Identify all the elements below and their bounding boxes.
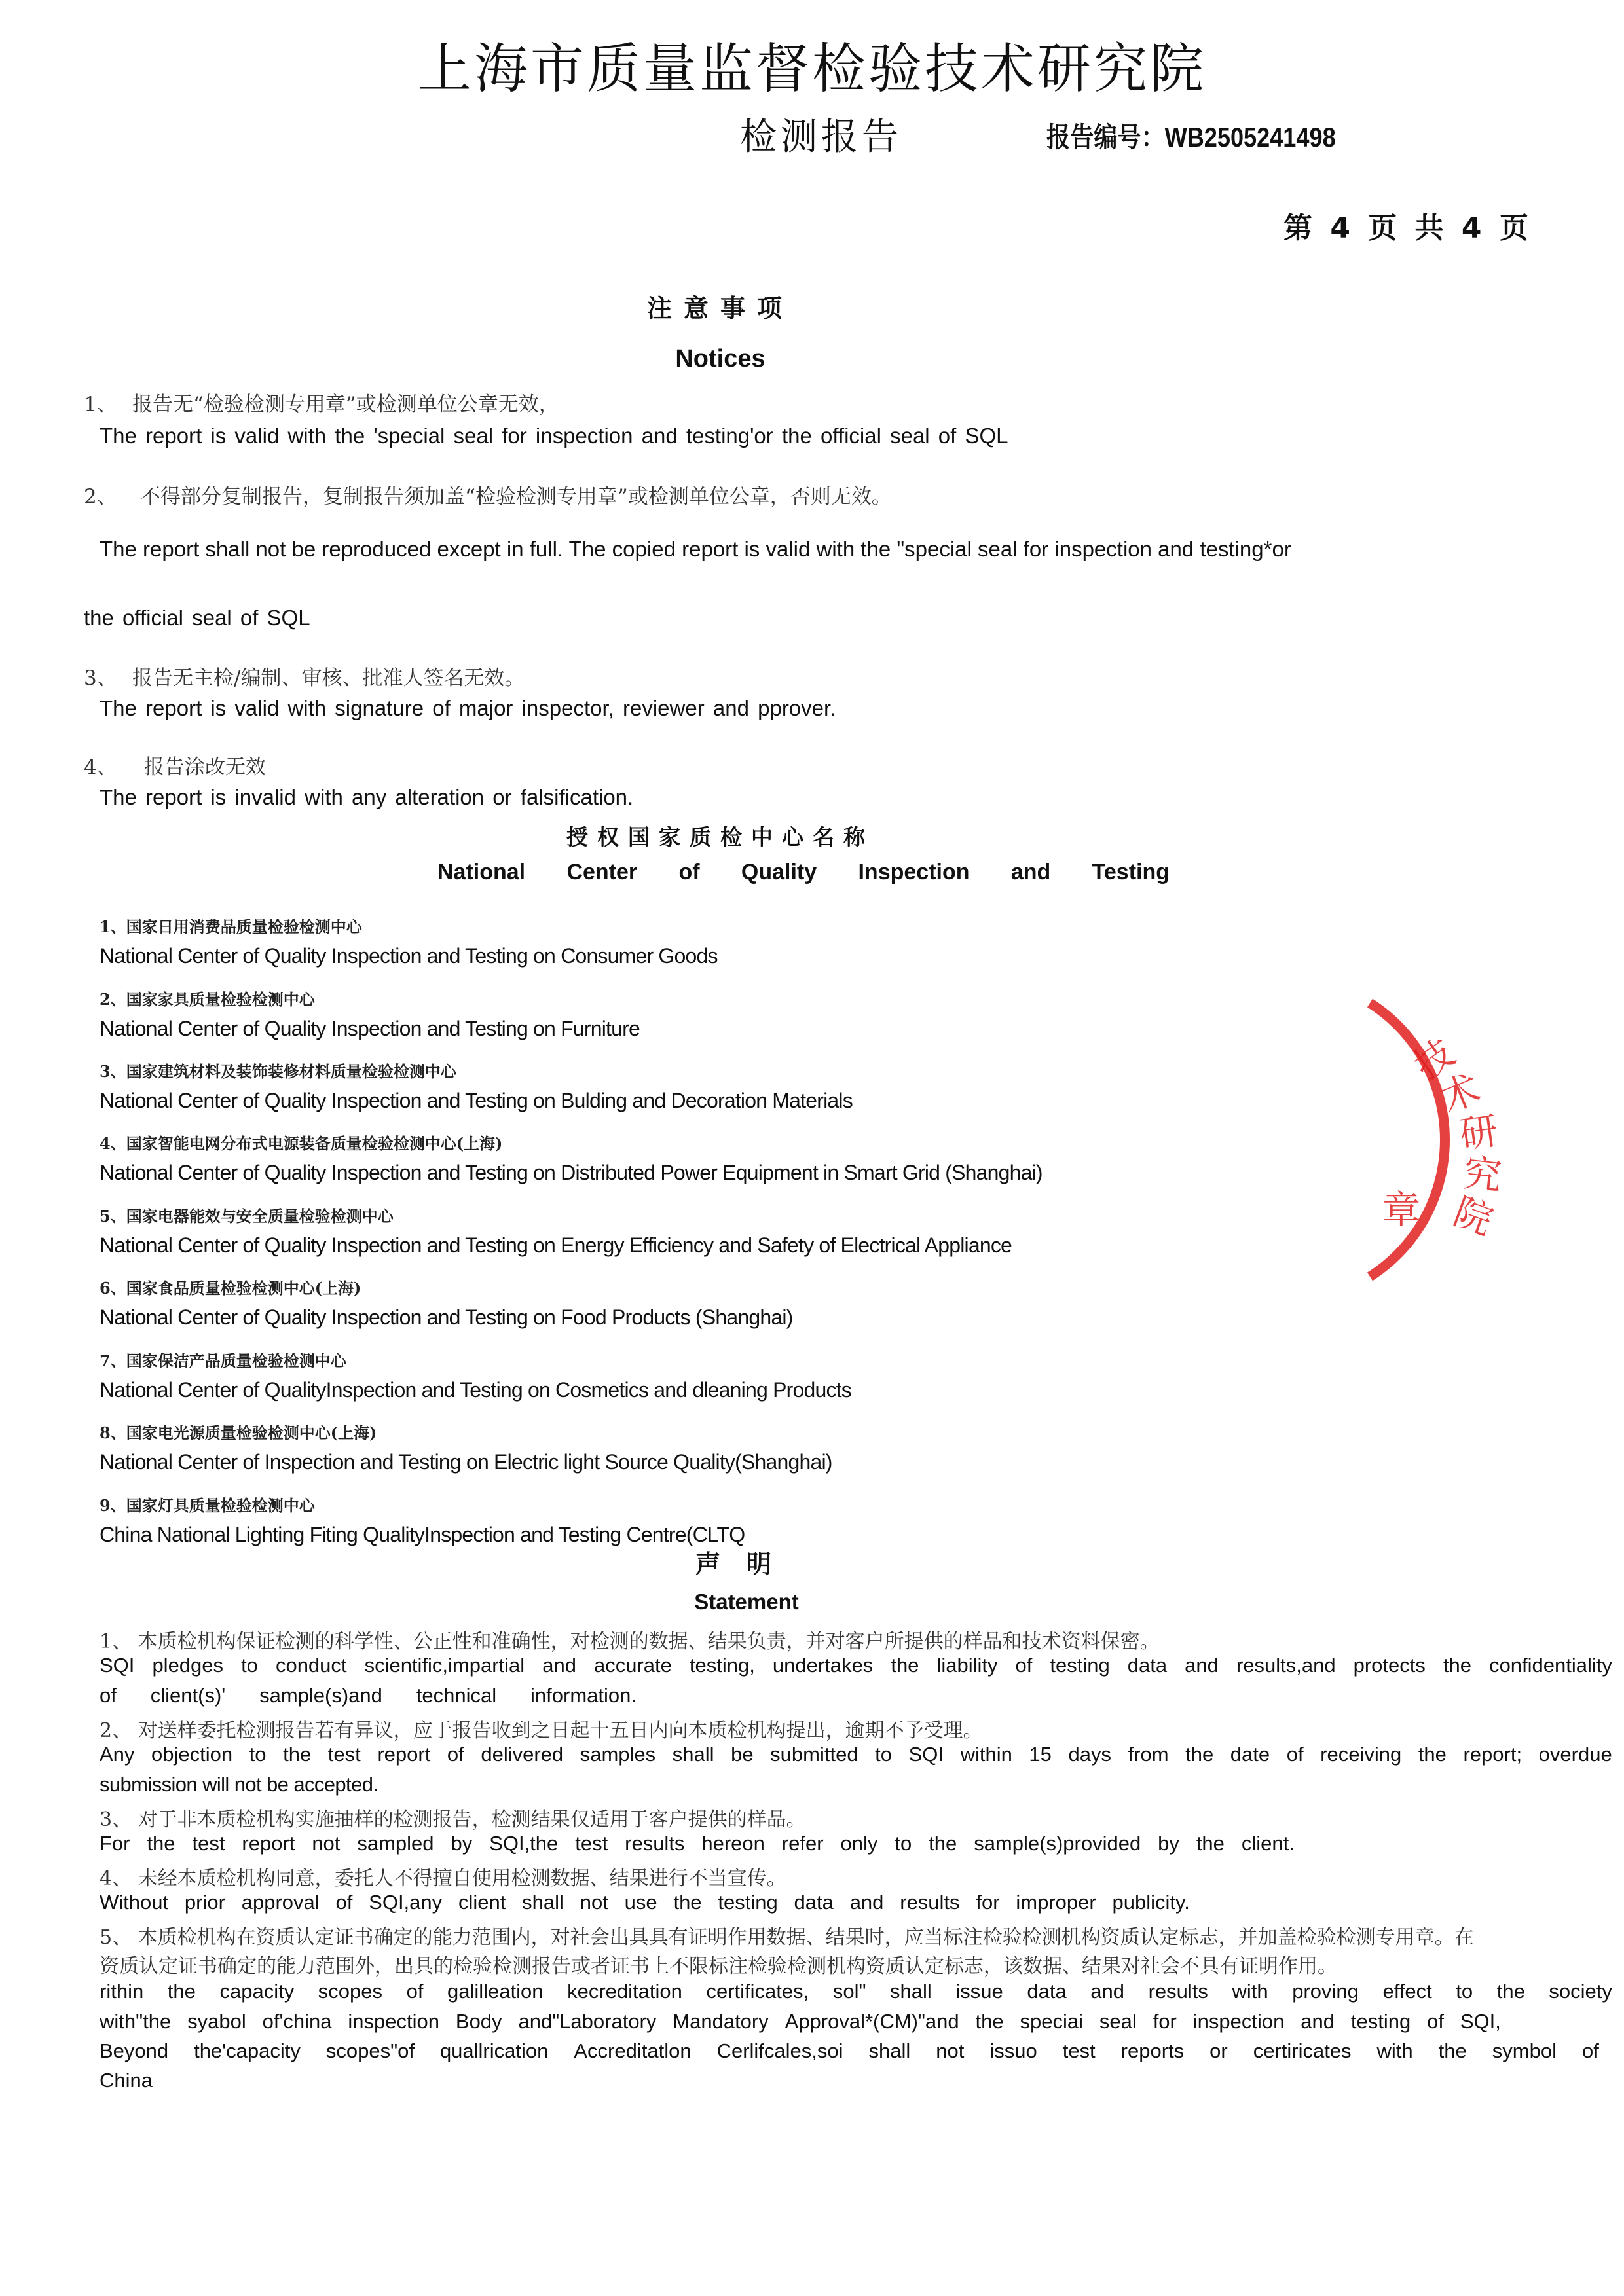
statement-5-en-2: with"the syabol of'china inspection Body and"Laboratory Mandatory Approval*(CM)"and the speciai seal for inspection and testing of SQI,	[100, 2010, 1501, 2033]
seal-glyph: 章	[1382, 1188, 1421, 1232]
center-6-cn: 6、国家食品质量检验检测中心(上海)	[100, 1279, 361, 1298]
notice-3-cn: 3、 报告无主检/编制、审核、批准人签名无效。	[84, 666, 525, 690]
seal-glyph: 术	[1434, 1065, 1486, 1121]
statement-2-en: Any objection to the test report of delivered samples shall be submitted to SQI within 15 days from the date of receiving the report; overdue	[100, 1743, 1612, 1766]
center-9-cn: 9、国家灯具质量检验检测中心	[100, 1496, 315, 1515]
center-5-en: National Center of Quality Inspection and Testing on Energy Efficiency and Safety of Electrical Appliance	[100, 1233, 1012, 1257]
center-4-cn: 4、国家智能电网分布式电源装备质量检验检测中心(上海)	[100, 1134, 503, 1153]
center-3-en: National Center of Quality Inspection and Testing on Bulding and Decoration Materials	[100, 1089, 853, 1112]
statement-2-en-cont: submission will not be accepted.	[100, 1773, 378, 1796]
statement-5-en-4: China	[100, 2069, 153, 2092]
notice-2-cn: 2、 不得部分复制报告，复制报告须加盖“检验检测专用章”或检测单位公章，否则无效。	[84, 485, 892, 509]
statement-1-en: SQI pledges to conduct scientific,impartial and accurate testing, undertakes the liability of testing data and results,and protects the confidentiality	[100, 1654, 1612, 1677]
center-8-en: National Center of Inspection and Testing on Electric light Source Quality(Shanghai)	[100, 1450, 832, 1474]
statement-5-cn-cont: 资质认定证书确定的能力范围外，出具的检验检测报告或者证书上不限标注检验检测机构资质认定标志，该数据、结果对社会不具有证明作用。	[100, 1955, 1337, 1978]
notice-4-cn: 4、 报告涂改无效	[84, 756, 266, 779]
seal-glyph: 究	[1461, 1150, 1504, 1199]
statement-title-en: Statement	[694, 1590, 799, 1614]
statement-5-en-1: rithin the capacity scopes of galilleation kecreditation certificates, sol" shall issue data and results with proving effect to the society	[100, 1980, 1612, 2003]
seal-glyph: 院	[1448, 1189, 1499, 1244]
statement-3-cn: 3、 对于非本质检机构实施抽样的检测报告，检测结果仅适用于客户提供的样品。	[100, 1808, 806, 1831]
statement-title-cn: 声明	[695, 1550, 798, 1578]
statement-5-en-3: Beyond the'capacity scopes"of quallrication Accreditatlon Cerlifcales,soi shall not issuo test reports or certiricates with the symbol of	[100, 2039, 1599, 2062]
notices-title-en: Notices	[675, 345, 766, 373]
notice-2-en: The report shall not be reproduced except in full. The copied report is valid with the "special seal for inspection and testing*or	[100, 537, 1291, 561]
official-seal-stamp	[1362, 989, 1624, 1290]
authority-title-cn: 授权国家质检中心名称	[566, 824, 874, 850]
statement-1-cn: 1、 本质检机构保证检测的科学性、公正性和准确性，对检测的数据、结果负责，并对客户所提供的样品和技术资料保密。	[100, 1630, 1160, 1653]
center-7-cn: 7、国家保洁产品质量检验检测中心	[100, 1351, 346, 1370]
report-number: 报告编号：WB2505241498	[1046, 122, 1336, 153]
notice-3-en: The report is valid with signature of major inspector, reviewer and pprover.	[100, 696, 836, 720]
statement-2-cn: 2、 对送样委托检测报告若有异议，应于报告收到之日起十五日内向本质检机构提出，逾期不予受理。	[100, 1719, 983, 1742]
statement-4-cn: 4、 未经本质检机构同意，委托人不得擅自使用检测数据、结果进行不当宣传。	[100, 1867, 786, 1890]
notice-1-en: The report is valid with the 'special seal for inspection and testing'or the official seal of SQL	[100, 424, 1008, 448]
notices-title-cn: 注意事项	[646, 294, 794, 323]
center-6-en: National Center of Quality Inspection and Testing on Food Products (Shanghai)	[100, 1305, 793, 1329]
center-3-cn: 3、国家建筑材料及装饰装修材料质量检验检测中心	[100, 1062, 456, 1081]
statement-1-en-cont: of client(s)' sample(s)and technical information.	[100, 1684, 637, 1707]
center-7-en: National Center of QualityInspection and Testing on Cosmetics and dleaning Products	[100, 1378, 851, 1402]
center-1-en: National Center of Quality Inspection and Testing on Consumer Goods	[100, 944, 718, 968]
center-9-en: China National Lighting Fiting QualityInspection and Testing Centre(CLTQ	[100, 1523, 745, 1546]
seal-glyph: 技	[1405, 1030, 1463, 1089]
center-5-cn: 5、国家电器能效与安全质量检验检测中心	[100, 1207, 394, 1226]
notice-1-cn: 1、 报告无“检验检测专用章”或检测单位公章无效，	[84, 393, 559, 416]
center-1-cn: 1、国家日用消费品质量检验检测中心	[100, 917, 362, 936]
seal-glyph: 研	[1456, 1108, 1501, 1157]
statement-5-cn: 5、 本质检机构在资质认定证书确定的能力范围内，对社会出具具有证明作用数据、结果时，应当标注检验检测机构资质认定标志，并加盖检验检测专用章。在	[100, 1926, 1474, 1949]
notice-4-en: The report is invalid with any alteration or falsification.	[100, 785, 634, 809]
notice-2-en-cont: the official seal of SQL	[84, 606, 310, 630]
statement-4-en: Without prior approval of SQI,any client shall not use the testing data and results for improper publicity.	[100, 1891, 1190, 1914]
institute-title: 上海市质量监督检验技术研究院	[417, 38, 1206, 100]
center-8-cn: 8、国家电光源质量检验检测中心(上海)	[100, 1423, 377, 1442]
center-2-en: National Center of Quality Inspection and Testing on Furniture	[100, 1017, 640, 1040]
authority-title-en: National Center of Quality Inspection and Testing	[437, 860, 1170, 884]
center-4-en: National Center of Quality Inspection and Testing on Distributed Power Equipment in Smart Grid (Shanghai)	[100, 1161, 1043, 1184]
statement-3-en: For the test report not sampled by SQI,the test results hereon refer only to the sample(s)provided by the client.	[100, 1832, 1295, 1855]
document-type: 检测报告	[740, 116, 902, 158]
center-2-cn: 2、国家家具质量检验检测中心	[100, 990, 315, 1009]
page-info: 第 4 页 共 4 页	[1283, 211, 1532, 245]
